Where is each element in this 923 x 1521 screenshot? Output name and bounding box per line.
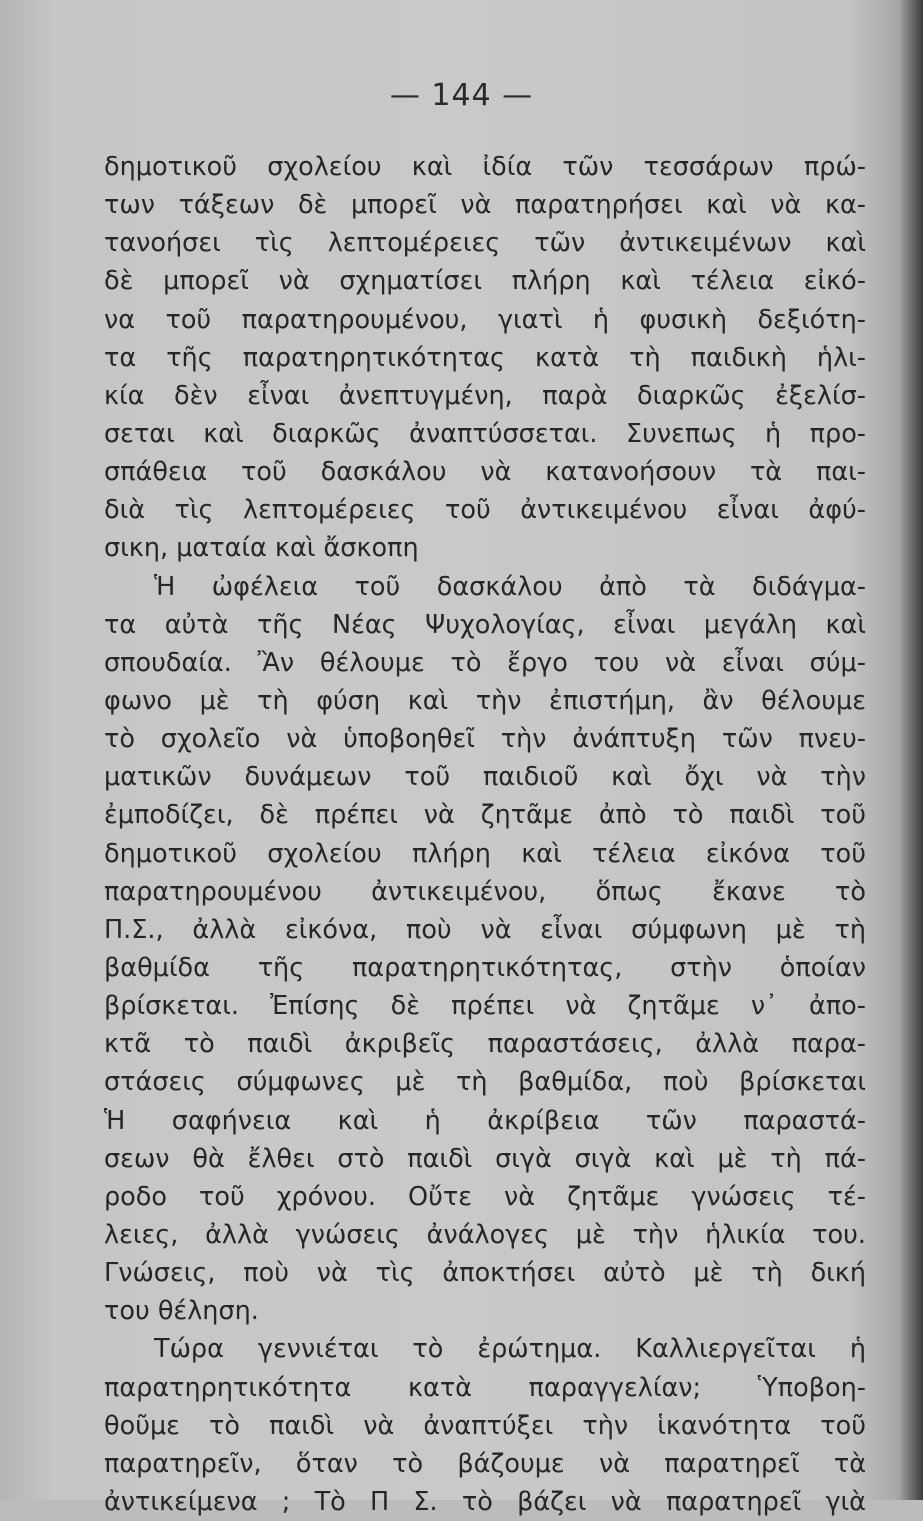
text-line: ἀντικείμενα ; Τὸ Π Σ. τὸ βάζει νὰ παρατηρεῖ γιὰ	[104, 1486, 866, 1517]
text-line: παρατηρητικότητα κατὰ παραγγελίαν; Ὑποβοη-	[104, 1372, 866, 1403]
text-line: τὸ σχολεῖο νὰ ὑποβοηθεῖ τὴν ἀνάπτυξη τῶν πνευ-	[104, 724, 866, 755]
text-line: λειες, ἀλλὰ γνώσεις ἀνάλογες μὲ τὴν ἡλικία του.	[104, 1219, 866, 1250]
text-line: κία δὲν εἶναι ἀνεπτυγμένη, παρὰ διαρκῶς ἐξελίσ-	[104, 380, 866, 411]
text-line: δὲ μπορεῖ νὰ σχηματίσει πλήρη καὶ τέλεια εἰκό-	[104, 266, 866, 297]
text-line: δημοτικοῦ σχολείου πλήρη καὶ τέλεια εἰκόνα τοῦ	[104, 838, 866, 869]
text-line: δημοτικοῦ σχολείου καὶ ἰδία τῶν τεσσάρων πρώ-	[104, 152, 866, 182]
page-edge-shadow	[899, 0, 923, 1500]
text-line: στάσεις σύμφωνες μὲ τὴ βαθμίδα, ποὺ βρίσκεται	[104, 1067, 866, 1098]
text-line: παρατηρουμένου ἀντικειμένου, ὅπως ἔκανε τὸ	[104, 876, 866, 907]
text-line: σικη, ματαία καὶ ἄσκοπη	[104, 533, 419, 564]
text-line: να τοῦ παρατηρουμένου, γιατὶ ἡ φυσικὴ δεξιότη-	[104, 304, 866, 335]
text-line: φωνο μὲ τὴ φύση καὶ τὴν ἐπιστήμη, ἂν θέλουμε	[104, 685, 866, 716]
text-line: βρίσκεται. Ἐπίσης δὲ πρέπει νὰ ζητᾶμε ν᾽ ἀπο-	[104, 991, 866, 1022]
text-line: τα τῆς παρατηρητικότητας κατὰ τὴ παιδικὴ ἡλι-	[104, 342, 866, 373]
text-line: των τάξεων δὲ μπορεῖ νὰ παρατηρήσει καὶ νὰ κα-	[104, 190, 866, 221]
text-line: διὰ τὶς λεπτομέρειες τοῦ ἀντικειμένου εἶναι ἀφύ-	[104, 495, 866, 526]
text-line: Ἡ σαφήνεια καὶ ἡ ἀκρίβεια τῶν παραστά-	[104, 1105, 866, 1136]
text-line: κτᾶ τὸ παιδὶ ἀκριβεῖς παραστάσεις, ἀλλὰ παρα-	[104, 1029, 866, 1060]
text-line: τανοήσει τὶς λεπτομέρειες τῶν ἀντικειμένων καὶ	[104, 228, 866, 259]
text-line: σεται καὶ διαρκῶς ἀναπτύσσεται. Συνεπως ἡ προ-	[104, 418, 866, 449]
text-line: σπάθεια τοῦ δασκάλου νὰ κατανοήσουν τὰ παι-	[104, 457, 866, 488]
text-line: βαθμίδα τῆς παρατηρητικότητας, στὴν ὁποίαν	[104, 952, 866, 983]
text-line: Ἡ ὠφέλεια τοῦ δασκάλου ἀπὸ τὰ διδάγμα-	[154, 571, 866, 602]
text-line: ματικῶν δυνάμεων τοῦ παιδιοῦ καὶ ὄχι νὰ τὴν	[104, 762, 866, 793]
text-line: Π.Σ., ἀλλὰ εἰκόνα, ποὺ νὰ εἶναι σύμφωνη μὲ τὴ	[104, 914, 866, 945]
text-line: Γνώσεις, ποὺ νὰ τὶς ἀποκτήσει αὐτὸ μὲ τὴ δική	[104, 1258, 866, 1289]
text-line: ροδο τοῦ χρόνου. Οὔτε νὰ ζητᾶμε γνώσεις τέ-	[104, 1181, 866, 1212]
text-line: του θέληση.	[104, 1296, 259, 1327]
text-line: τα αὐτὰ τῆς Νέας Ψυχολογίας, εἶναι μεγάλη καὶ	[104, 609, 866, 640]
text-line: παρατηρεῖν, ὅταν τὸ βάζουμε νὰ παρατηρεῖ τὰ	[104, 1448, 866, 1479]
text-line: σπουδαία. Ἂν θέλουμε τὸ ἔργο του νὰ εἶναι σύμ-	[104, 647, 866, 678]
page-number: — 144 —	[389, 78, 534, 113]
text-line: σεων θὰ ἔλθει στὸ παιδὶ σιγὰ σιγὰ καὶ μὲ τὴ πά-	[104, 1143, 866, 1174]
body-text	[104, 148, 866, 1521]
text-line: θοῦμε τὸ παιδὶ νὰ ἀναπτύξει τὴν ἱκανότητα τοῦ	[104, 1410, 866, 1441]
text-line: Τώρα γεννιέται τὸ ἐρώτημα. Καλλιεργεῖται ἡ	[154, 1334, 866, 1365]
text-line: ἐμποδίζει, δὲ πρέπει νὰ ζητᾶμε ἀπὸ τὸ παιδὶ τοῦ	[104, 800, 866, 831]
